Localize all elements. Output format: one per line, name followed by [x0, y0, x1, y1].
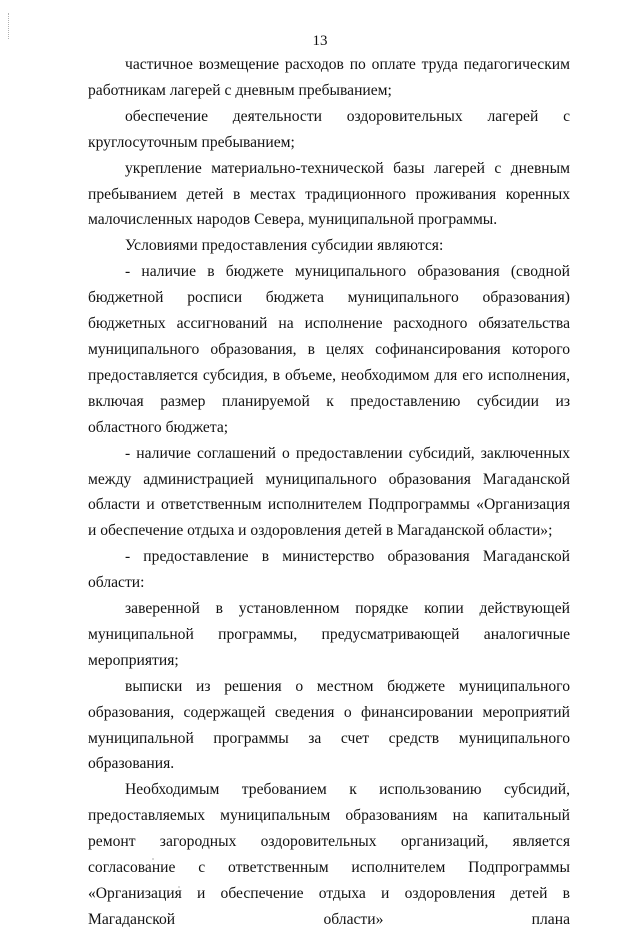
paragraph-budget-extract: выписки из решения о местном бюджете муниципального образования, содержащей сведения о финансировании мероприятий муниципальной программы за счет средств муниципального образования. [88, 677, 570, 773]
paragraph-budget-condition: - наличие в бюджете муниципального образования (сводной бюджетной росписи бюджета муниципального образования) бюджетных ассигнований на исполнение расходного обязательства муниципального образования, в целях софинансирования которого предоставляется субсидия, в объеме, необходимом для его исполнения, включая размер планируемой к предоставлению субсидии из областного бюджета; [88, 263, 570, 436]
paragraph-partial-compensation: частичное возмещение расходов по оплате труда педагогическим работникам лагерей с дневным пребыванием; [88, 56, 570, 99]
paragraph-material-base: укрепление материально-технической базы лагерей с дневным пребыванием детей в местах традиционного проживания коренных малочисленных народов Севера, муниципальной программы. [88, 159, 570, 229]
paragraph-conditions-heading: Условиями предоставления субсидии являются: [125, 237, 444, 255]
paragraph-agreements-condition: - наличие соглашений о предоставлении субсидий, заключенных между администрацией муниципального образования Магаданской области и ответственным исполнителем Подпрограммы «Организация и обеспечение отдыха и оздоровления детей в Магаданской области»; [88, 444, 570, 540]
page-number: 13 [312, 33, 328, 49]
paragraph-round-the-clock-camps: обеспечение деятельности оздоровительных лагерей с круглосуточным пребыванием; [88, 107, 570, 151]
paragraph-capital-repair-requirement: Необходимым требованием к использованию субсидий, предоставляемых муниципальным образованиям на капитальный ремонт загородных оздоровительных организаций, является согласование с ответственным исполнителем Подпрограммы «Организация и обеспечение отдыха и оздоровления детей в Магаданской области» плана [88, 781, 570, 928]
document-body [88, 52, 570, 933]
paragraph-program-copy: заверенной в установленном порядке копии действующей муниципальной программы, предусматривающей аналогичные мероприятия; [88, 600, 570, 669]
paragraph-submission-condition: - предоставление в министерство образования Магаданской области: [88, 548, 570, 592]
